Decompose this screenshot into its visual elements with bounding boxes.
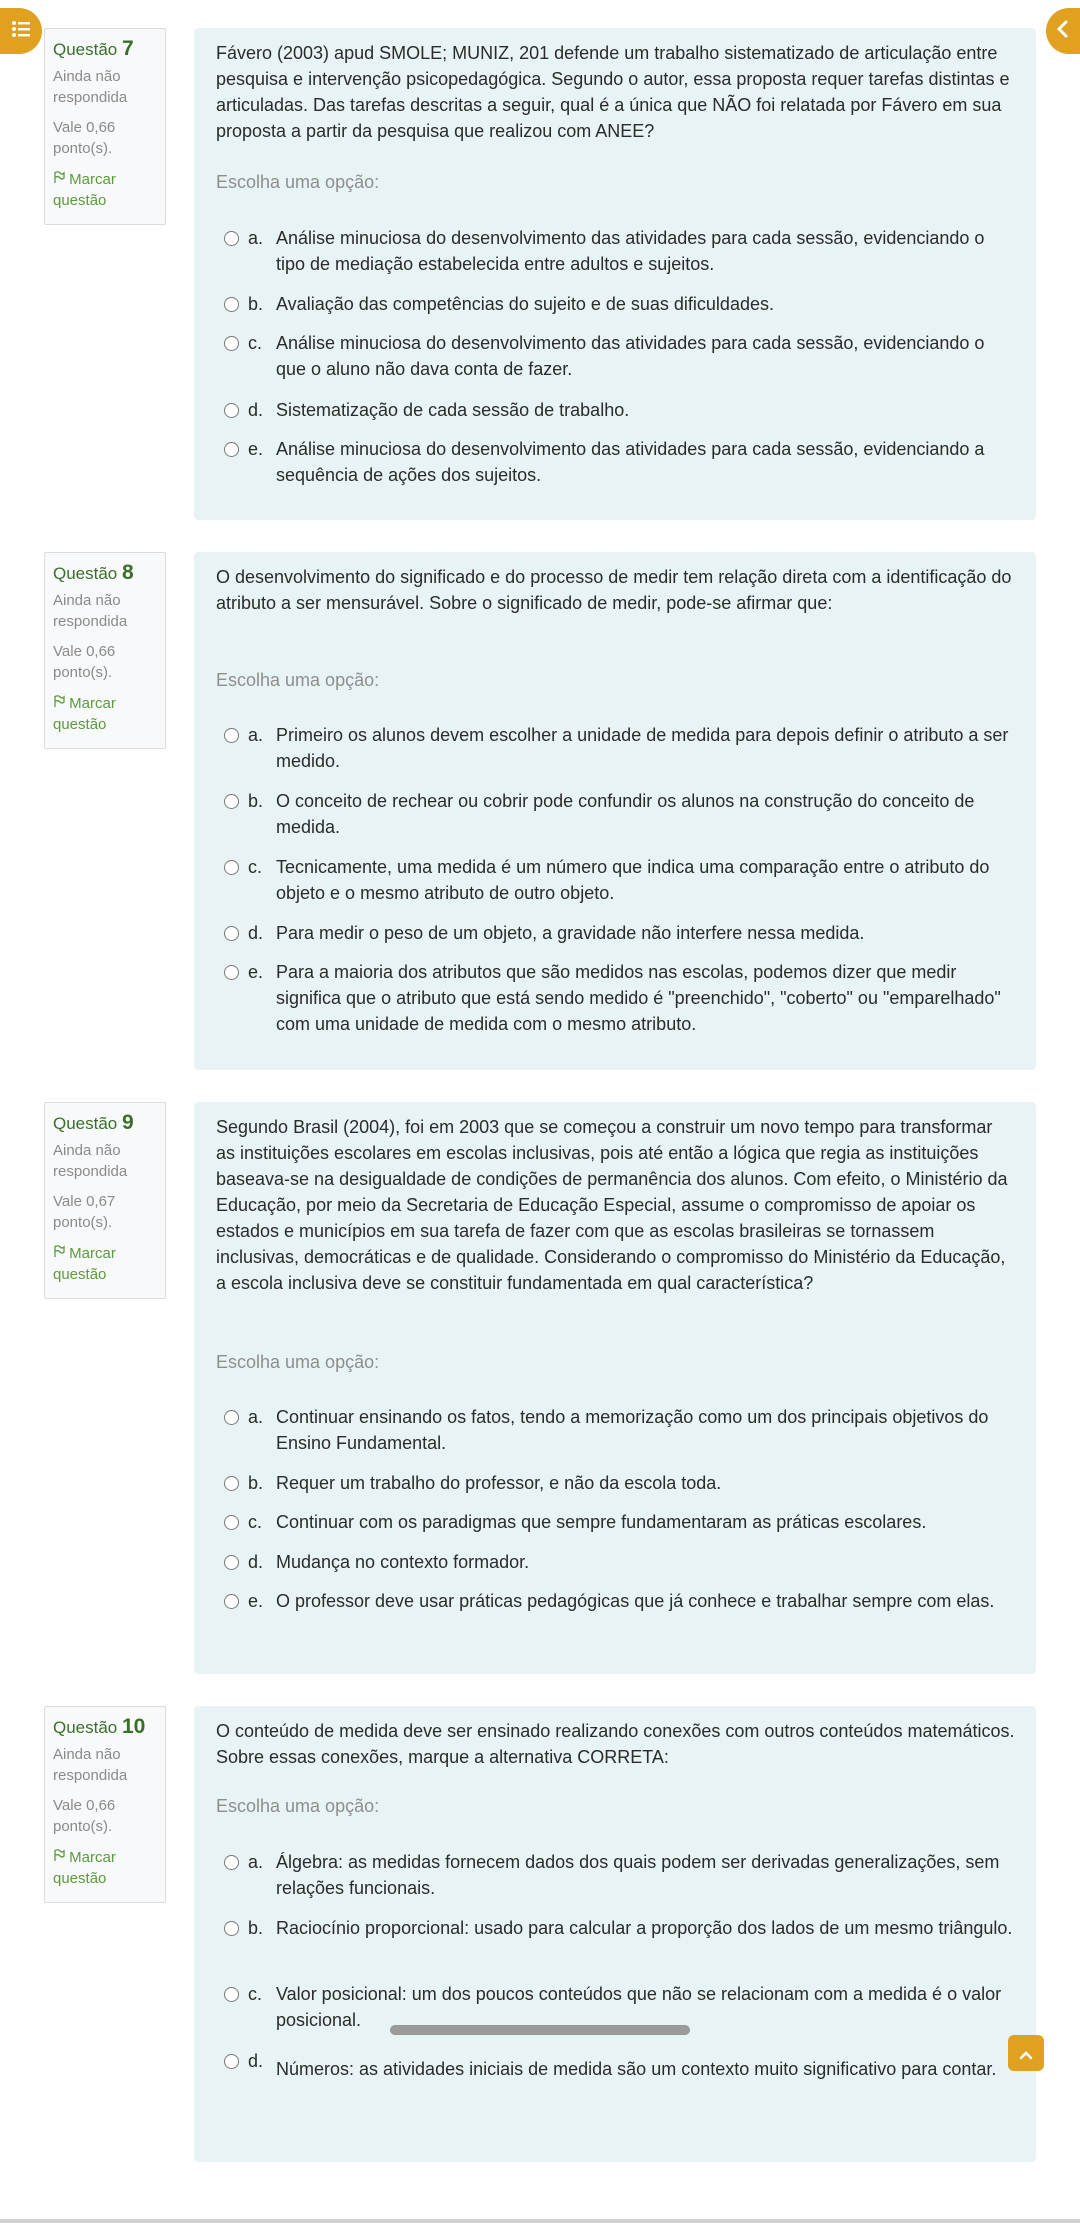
choose-option-prompt: Escolha uma opção: [216,670,380,690]
question-info [44,552,166,749]
question-state: Ainda não respondida [53,68,128,106]
question-content: O desenvolvimento do significado e do processo de medir tem relação direta com a identificação do atributo a ser mensurável. Sobre o significado de medir, pode-se afirmar que: Escolha uma opção: a. Primeiro os alunos devem escolher a unidade de medida para depois definir o atributo a ser medido. b. O conceito de rechear ou cobrir pode confundir os alunos na construção do conceito de medida. c. Tecnicamente, uma medida é um número que indica uma comparação entre o atributo do objeto e o mesmo atributo de outro objeto. d. Para medir o peso de um objeto, a gravidade não interfere nessa medida. e. Para a maioria dos atributos que são medidos nas escolas, podemos dizer que medir significa que o atributo que está sendo medido é "preenchido", "coberto" ou "emparelhado" com uma unidade de medida com o mesmo atributo. [194,552,1036,1070]
flag-icon [53,695,65,712]
choose-option-prompt: Escolha uma opção: [216,1796,380,1816]
radio-a[interactable] [224,1855,239,1870]
choose-option-prompt: Escolha uma opção: [216,172,380,192]
question-grade: Vale 0,66 ponto(s). [53,119,116,157]
radio-d[interactable] [224,926,239,941]
question-grade: Vale 0,66 ponto(s). [53,643,116,681]
radio-a[interactable] [224,231,239,246]
flag-question-link[interactable]: Marcar questão [53,1849,116,1887]
home-indicator[interactable] [390,2025,690,2035]
question-info [44,28,166,225]
question-grade: Vale 0,67 ponto(s). [53,1193,116,1231]
question-number: Questão 9 [53,1111,134,1134]
radio-c[interactable] [224,860,239,875]
question-state: Ainda não respondida [53,592,128,630]
radio-c[interactable] [224,336,239,351]
question-text: O conteúdo de medida deve ser ensinado realizando conexões com outros conteúdos matemáticos. Sobre essas conexões, marque a alternativa CORRETA: [216,1721,1015,1767]
flag-question-link[interactable]: Marcar questão [53,695,116,733]
radio-b[interactable] [224,794,239,809]
radio-b[interactable] [224,297,239,312]
question-content: O conteúdo de medida deve ser ensinado realizando conexões com outros conteúdos matemáticos. Sobre essas conexões, marque a alternativa CORRETA: Escolha uma opção: a. Álgebra: as medidas fornecem dados dos quais podem ser derivadas generalizações, sem relações funcionais. b. Raciocínio proporcional: usado para calcular a proporção dos lados de um mesmo triângulo. c. Valor posicional: um dos poucos conteúdos que não se relacionam com a medida é o valor posicional. d. Números: as atividades iniciais de medida são um contexto muito significativo para contar. [194,1706,1036,2162]
menu-button[interactable] [0,8,42,54]
question-number: Questão 10 [53,1715,146,1738]
back-to-top-button[interactable] [1008,2035,1044,2071]
radio-c[interactable] [224,1987,239,2002]
radio-a[interactable] [224,728,239,743]
question-text: O desenvolvimento do significado e do processo de medir tem relação direta com a identificação do atributo a ser mensurável. Sobre o significado de medir, pode-se afirmar que: [216,567,1012,613]
question-content: Fávero (2003) apud SMOLE; MUNIZ, 201 defende um trabalho sistematizado de articulação entre pesquisa e intervenção psicopedagógica. Segundo o autor, essa proposta requer tarefas distintas e articuladas. Das tarefas descritas a seguir, qual é a única que NÃO foi relatada por Fávero em sua proposta a partir da pesquisa que realizou com ANEE? Escolha uma opção: a. Análise minuciosa do desenvolvimento das atividades para cada sessão, evidenciando o tipo de mediação estabelecida entre adultos e sujeitos. b. Avaliação das competências do sujeito e de suas dificuldades. c. Análise minuciosa do desenvolvimento das atividades para cada sessão, evidenciando o que o aluno não dava conta de fazer. d. Sistematização de cada sessão de trabalho. e. Análise minuciosa do desenvolvimento das atividades para cada sessão, evidenciando a sequência de ações dos sujeitos. [194,28,1036,520]
question-info [44,1706,166,1903]
bottom-edge [0,2219,1080,2223]
radio-d[interactable] [224,1555,239,1570]
radio-b[interactable] [224,1476,239,1491]
radio-c[interactable] [224,1515,239,1530]
drawer-toggle-button[interactable] [1046,8,1080,54]
question-content: Segundo Brasil (2004), foi em 2003 que se começou a construir um novo tempo para transformar as instituições escolares em escolas inclusivas, pois até então a lógica que regia as instituições baseava-se na desigualdade de condições de permanência dos alunos. Com efeito, o Ministério da Educação, por meio da Secretaria de Educação Especial, assume o compromisso de apoiar os estados e municípios em sua tarefa de fazer com que as escolas brasileiras se tornassem inclusivas, democráticas e de qualidade. Considerando o compromisso do Ministério da Educação, a escola inclusiva deve se constituir fundamentada em qual característica? Escolha uma opção: a. Continuar ensinando os fatos, tendo a memorização como um dos principais objetivos do Ensino Fundamental. b. Requer um trabalho do professor, e não da escola toda. c. Continuar com os paradigmas que sempre fundamentaram as práticas escolares. d. Mudança no contexto formador. e. O professor deve usar práticas pedagógicas que já conhece e trabalhar sempre com elas. [194,1102,1036,1674]
question-text: Fávero (2003) apud SMOLE; MUNIZ, 201 defende um trabalho sistematizado de articulação entre pesquisa e intervenção psicopedagógica. Segundo o autor, essa proposta requer tarefas distintas e articuladas. Das tarefas descritas a seguir, qual é a única que NÃO foi relatada por Fávero em sua proposta a partir da pesquisa que realizou com ANEE? [216,43,1010,141]
radio-e[interactable] [224,442,239,457]
radio-b[interactable] [224,1921,239,1936]
flag-icon [53,171,65,188]
chevron-up-icon [1019,2040,1033,2066]
radio-d[interactable] [224,403,239,418]
radio-e[interactable] [224,965,239,980]
flag-question-link[interactable]: Marcar questão [53,1245,116,1283]
question-state: Ainda não respondida [53,1142,128,1180]
radio-e[interactable] [224,1594,239,1609]
question-info [44,1102,166,1299]
question-number: Questão 8 [53,561,134,584]
radio-a[interactable] [224,1410,239,1425]
flag-question-link[interactable]: Marcar questão [53,171,116,209]
chevron-left-icon [1056,18,1070,44]
choose-option-prompt: Escolha uma opção: [216,1352,380,1372]
flag-icon [53,1245,65,1262]
flag-icon [53,1849,65,1866]
question-state: Ainda não respondida [53,1746,128,1784]
question-number: Questão 7 [53,37,134,60]
radio-d[interactable] [224,2054,239,2069]
list-icon [11,18,31,44]
question-text: Segundo Brasil (2004), foi em 2003 que se começou a construir um novo tempo para transformar as instituições escolares em escolas inclusivas, pois até então a lógica que regia as instituições baseava-se na desigualdade de condições de permanência dos alunos. Com efeito, o Ministério da Educação, por meio da Secretaria de Educação Especial, assume o compromisso de apoiar os estados e municípios em sua tarefa de fazer com que as escolas brasileiras se tornassem inclusivas, democráticas e de qualidade. Considerando o compromisso do Ministério da Educação, a escola inclusiva deve se constituir fundamentada em qual característica? [216,1117,1008,1293]
question-grade: Vale 0,66 ponto(s). [53,1797,116,1835]
